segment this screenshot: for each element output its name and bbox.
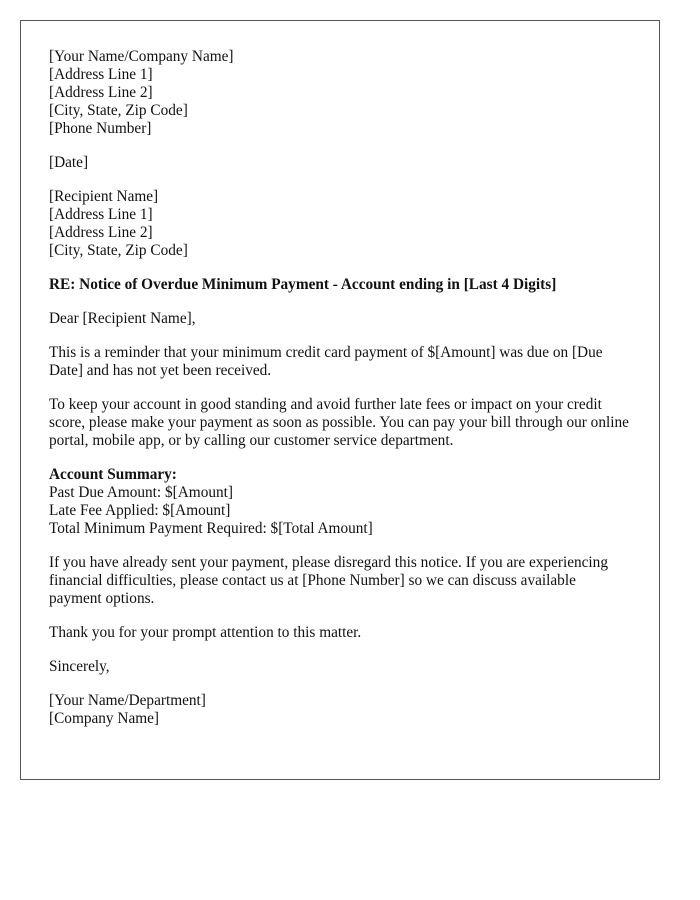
signature-company: [Company Name] bbox=[49, 710, 160, 727]
subject-line: RE: Notice of Overdue Minimum Payment - Account ending in [Last 4 Digits] bbox=[49, 276, 557, 293]
sender-address-line-2: [Address Line 2] bbox=[49, 84, 153, 101]
thanks-paragraph: Thank you for your prompt attention to this matter. bbox=[49, 624, 362, 641]
sender-phone: [Phone Number] bbox=[49, 120, 152, 137]
summary-late-fee: Late Fee Applied: $[Amount] bbox=[49, 502, 231, 519]
reminder-paragraph: This is a reminder that your minimum credit card payment of $[Amount] was due on [Due Date] and has not yet been received. bbox=[49, 344, 603, 379]
sender-address-line-1: [Address Line 1] bbox=[49, 66, 153, 83]
signature-department: [Your Name/Department] bbox=[49, 692, 206, 709]
recipient-address-line-2: [Address Line 2] bbox=[49, 224, 153, 241]
recipient-name: [Recipient Name] bbox=[49, 188, 159, 205]
recipient-address-block bbox=[49, 188, 631, 260]
sender-address-block bbox=[49, 48, 631, 138]
letter-date: [Date] bbox=[49, 154, 89, 171]
letter-document bbox=[20, 20, 660, 780]
summary-past-due: Past Due Amount: $[Amount] bbox=[49, 484, 233, 501]
account-summary-heading: Account Summary: bbox=[49, 466, 177, 483]
account-summary bbox=[49, 466, 631, 538]
disregard-paragraph: If you have already sent your payment, please disregard this notice. If you are experiencing financial difficulties, please contact us at [Phone Number] so we can discuss available payment options. bbox=[49, 554, 608, 607]
salutation: Dear [Recipient Name], bbox=[49, 310, 196, 327]
signature-block bbox=[49, 692, 631, 728]
recipient-address-line-1: [Address Line 1] bbox=[49, 206, 153, 223]
sender-name: [Your Name/Company Name] bbox=[49, 48, 234, 65]
action-paragraph: To keep your account in good standing and avoid further late fees or impact on your credit score, please make your payment as soon as possible. You can pay your bill through our online portal, mobile app, or by calling our customer service department. bbox=[49, 396, 629, 449]
summary-total-required: Total Minimum Payment Required: $[Total Amount] bbox=[49, 520, 373, 537]
signoff: Sincerely, bbox=[49, 658, 110, 675]
recipient-city-state-zip: [City, State, Zip Code] bbox=[49, 242, 188, 259]
date-line bbox=[49, 154, 631, 172]
sender-city-state-zip: [City, State, Zip Code] bbox=[49, 102, 188, 119]
